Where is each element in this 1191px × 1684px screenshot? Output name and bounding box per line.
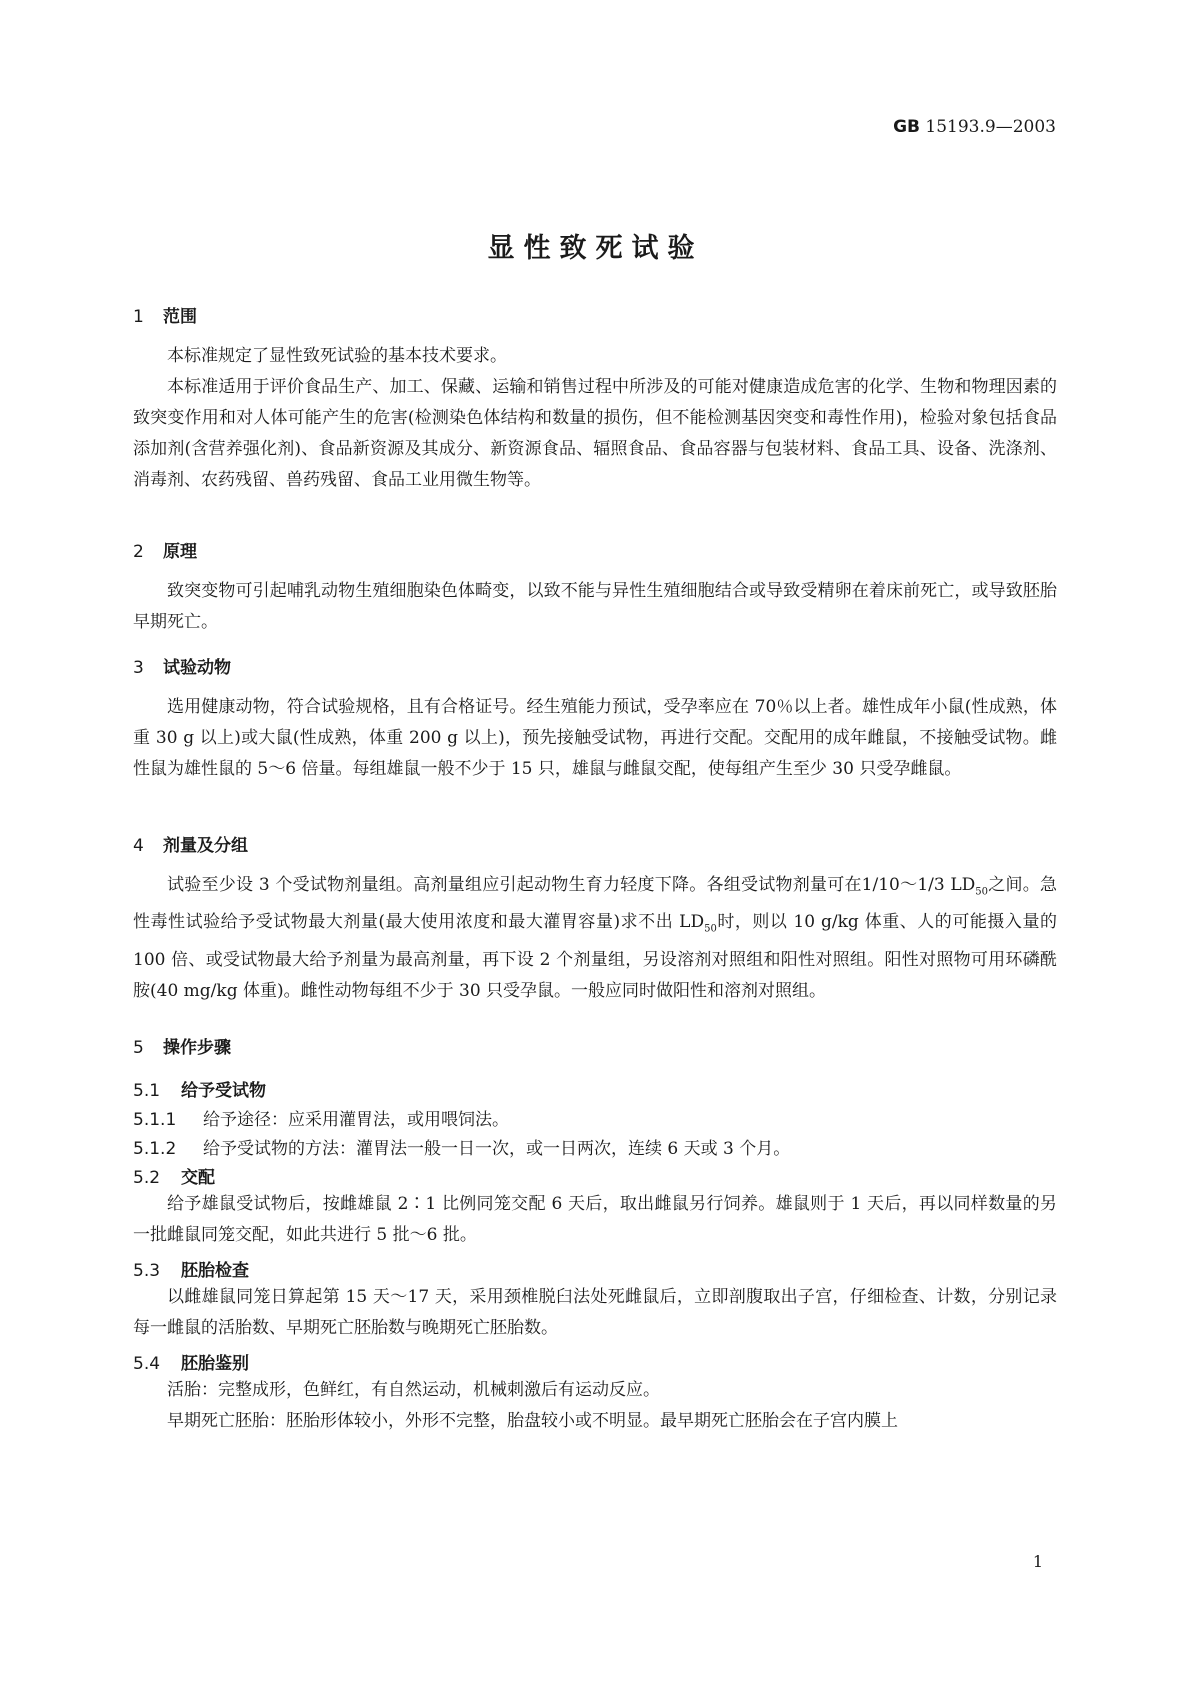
section-5-3-heading: 5.3 胚胎检查	[133, 1261, 249, 1281]
section-3-paragraph-1: 选用健康动物，符合试验规格，且有合格证号。经生殖能力预试，受孕率应在 70％以上者。雄性成年小鼠(性成熟，体重 30 g 以上)或大鼠(性成熟，体重 200 g 以上)，预先接触受试物，再进行交配。交配用的成年雌鼠，不接触受试物。雌性鼠为雄性鼠的 5～6 倍量。每组雄鼠一般不少于 15 只，雄鼠与雌鼠交配，使每组产生至少 30 只受孕雌鼠。	[133, 697, 1057, 779]
section-5-4-heading: 5.4 胚胎鉴别	[133, 1354, 249, 1374]
section-5-3-paragraph-1: 以雌雄鼠同笼日算起第 15 天～17 天，采用颈椎脱臼法处死雌鼠后，立即剖腹取出子宫，仔细检查、计数，分别记录每一雌鼠的活胎数、早期死亡胚胎数与晚期死亡胚胎数。	[133, 1287, 1057, 1338]
section-5-2-heading: 5.2 交配	[133, 1168, 215, 1188]
section-5-4-paragraph-2: 早期死亡胚胎：胚胎形体较小，外形不完整，胎盘较小或不明显。最早期死亡胚胎会在子宫内膜上	[167, 1411, 898, 1431]
section-4-paragraph-1: 试验至少设 3 个受试物剂量组。高剂量组应引起动物生育力轻度下降。各组受试物剂量可在1/10～1/3 $LD_{50}$之间。急性毒性试验给予受试物最大剂量(最大使用浓度和最大灌胃容量)求不出 $LD_{50}$时，则以 10 g/kg 体重、人的可能摄入量的 100 倍、或受试物最大给予剂量为最高剂量，再下设 2 个剂量组，另设溶剂对照组和阳性对照组。阳性对照物可用环磷酰胺(40 mg/kg 体重)。雌性动物每组不少于 30 只受孕鼠。一般应同时做阳性和溶剂对照组。	[133, 875, 1057, 1001]
standard-code	[893, 117, 1056, 137]
standard-code-prefix: GB	[893, 117, 921, 137]
section-5-1-heading: 5.1 给予受试物	[133, 1081, 266, 1101]
section-1-heading: 1 范围	[133, 307, 197, 327]
clause-5-1-2: 5.1.2 给予受试物的方法：灌胃法一般一日一次，或一日两次，连续 6 天或 3 个月。	[133, 1139, 791, 1159]
section-4-heading: 4 剂量及分组	[133, 836, 248, 856]
section-2-paragraph-1: 致突变物可引起哺乳动物生殖细胞染色体畸变，以致不能与异性生殖细胞结合或导致受精卵在着床前死亡，或导致胚胎早期死亡。	[133, 581, 1057, 632]
section-5-2-paragraph-1: 给予雄鼠受试物后，按雌雄鼠 2∶1 比例同笼交配 6 天后，取出雌鼠另行饲养。雄鼠则于 1 天后，再以同样数量的另一批雌鼠同笼交配，如此共进行 5 批～6 批。	[133, 1194, 1057, 1245]
section-3-heading: 3 试验动物	[133, 658, 231, 678]
page-number: 1	[1032, 1552, 1043, 1571]
section-1-paragraph-2: 本标准适用于评价食品生产、加工、保藏、运输和销售过程中所涉及的可能对健康造成危害的化学、生物和物理因素的致突变作用和对人体可能产生的危害(检测染色体结构和数量的损伤，但不能检测基因突变和毒性作用)，检验对象包括食品添加剂(含营养强化剂)、食品新资源及其成分、新资源食品、辐照食品、食品容器与包装材料、食品工具、设备、洗涤剂、消毒剂、农药残留、兽药残留、食品工业用微生物等。	[133, 377, 1057, 490]
section-1-paragraph-1: 本标准规定了显性致死试验的基本技术要求。	[167, 346, 507, 366]
section-5-4-paragraph-1: 活胎：完整成形，色鲜红，有自然运动，机械刺激后有运动反应。	[167, 1380, 660, 1400]
document-title: 显性致死试验	[487, 233, 704, 264]
standard-code-number: 15193.9—2003	[925, 117, 1056, 137]
section-5-heading: 5 操作步骤	[133, 1038, 231, 1058]
clause-5-1-1: 5.1.1 给予途径：应采用灌胃法，或用喂饲法。	[133, 1110, 509, 1130]
section-2-heading: 2 原理	[133, 542, 197, 562]
